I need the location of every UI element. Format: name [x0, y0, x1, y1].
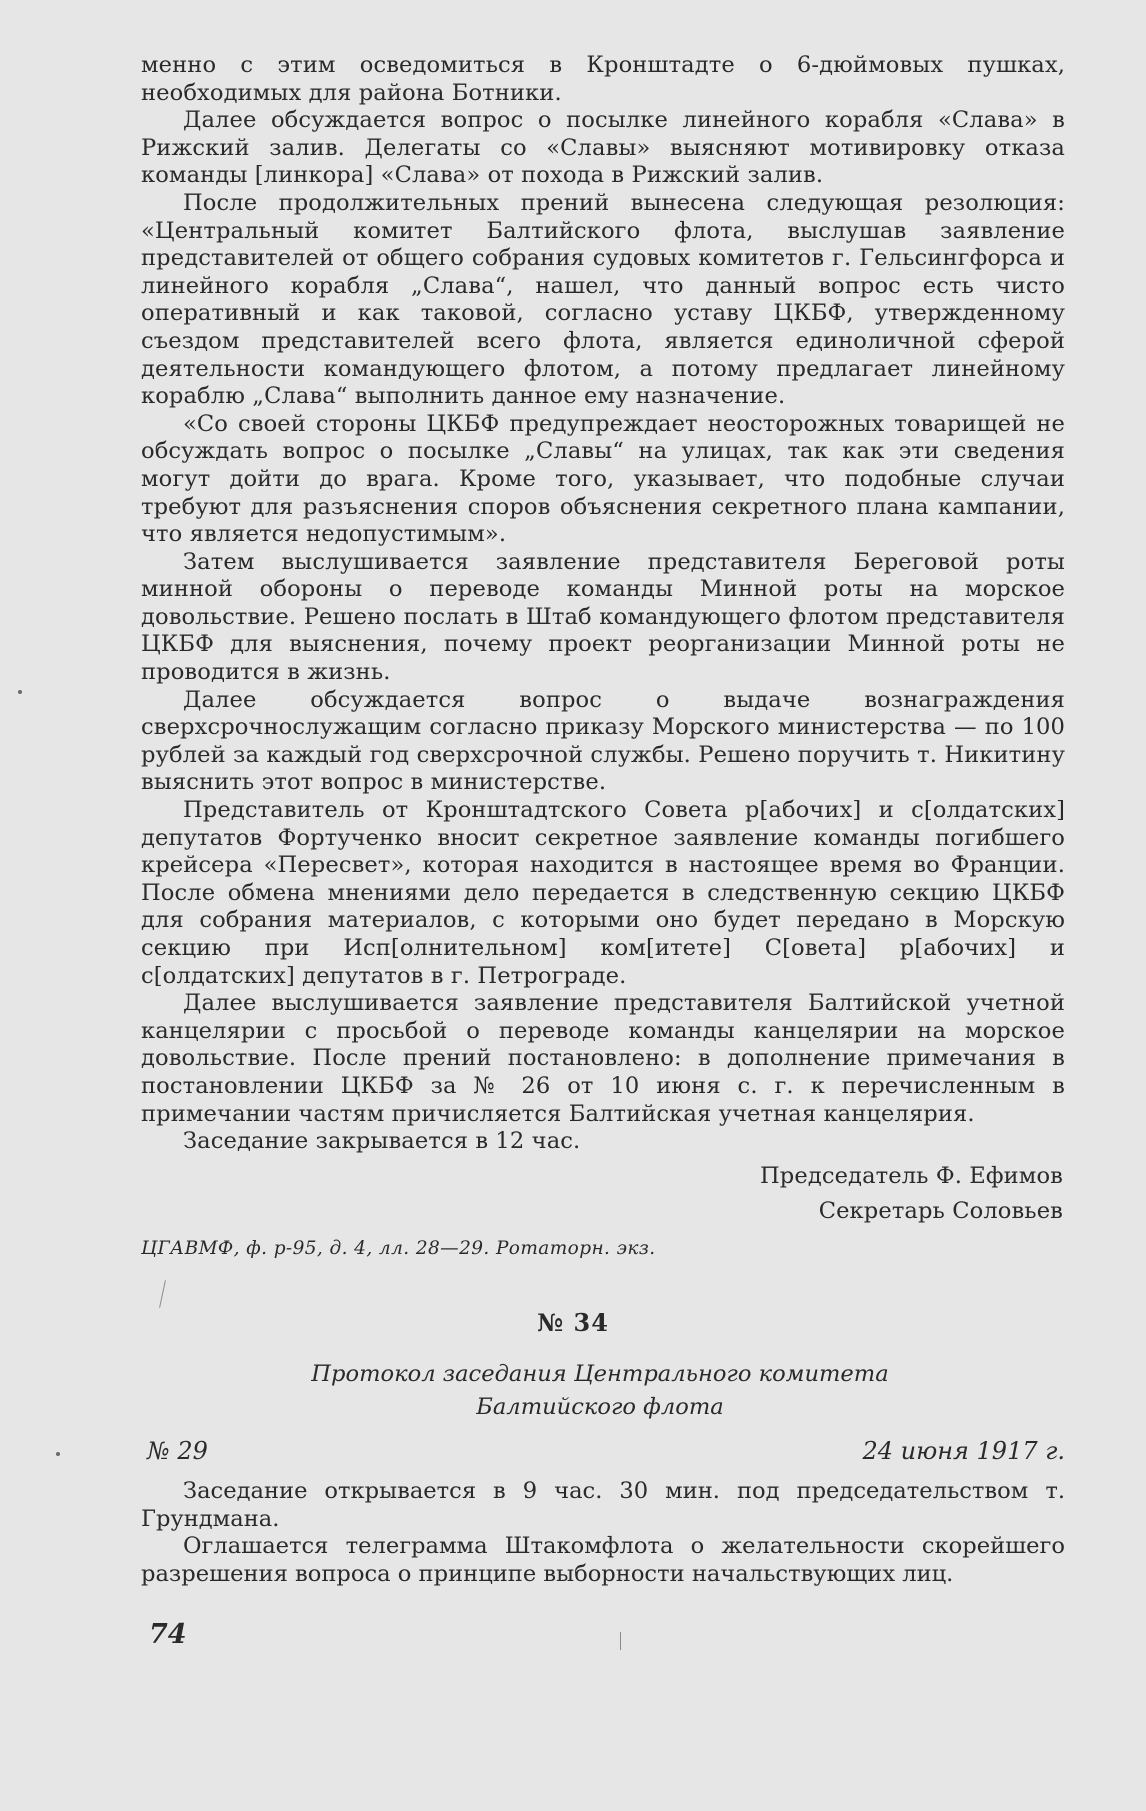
- paragraph: Далее обсуждается вопрос о посылке линейного корабля «Слава» в Рижский залив. Делегаты со «Славы» выясняют мотивировку отказа команды [линкора] «Слава» от похода в Рижский залив.: [141, 107, 1065, 189]
- paragraph: Заседание открывается в 9 час. 30 мин. под председательством т. Грундмана.: [141, 1478, 1065, 1532]
- new-protocol-text: [141, 1478, 1065, 1588]
- document-title-line: Протокол заседания Центрального комитета: [311, 1361, 889, 1387]
- paragraph: менно с этим осведомиться в Кронштадте о 6-дюймовых пушках, необходимых для района Ботники.: [141, 52, 1065, 106]
- paragraph: Заседание закрывается в 12 час.: [183, 1128, 581, 1155]
- paragraph: Далее обсуждается вопрос о выдаче вознаграждения сверхсрочнослужащим согласно приказу Морского министерства — по 100 рублей за каждый год сверхсрочной службы. Решено поручить т. Никитину выяснить этот вопрос в министерстве.: [141, 686, 1065, 796]
- chairman-signature: Председатель Ф. Ефимов: [759, 1162, 1063, 1189]
- document-title-line: Балтийского флота: [476, 1394, 724, 1420]
- archive-source-note: ЦГАВМФ, ф. р-95, д. 4, лл. 28—29. Ротаторн. экз.: [141, 1238, 656, 1259]
- print-speck: [56, 1452, 60, 1456]
- protocol-number: № 29: [147, 1437, 208, 1465]
- print-speck: [18, 690, 22, 694]
- secretary-signature: Секретарь Соловьев: [818, 1198, 1063, 1225]
- protocol-date: 24 июня 1917 г.: [862, 1437, 1065, 1465]
- paragraph: Представитель от Кронштадтского Совета р[абочих] и с[олдатских] депутатов Фортученко вносит секретное заявление команды погибшего крейсера «Пересвет», которая находится в настоящее время во Франции. После обмена мнениями дело передается в следственную секцию ЦКБФ для собрания материалов, с которыми оно будет передано в Морскую секцию при Исп[олнительном] ком[итете] С[овета] р[абочих] и с[олдатских] депутатов в г. Петрограде.: [141, 797, 1065, 989]
- continued-protocol-text: [141, 52, 1065, 1226]
- paragraph: Далее выслушивается заявление представителя Балтийской учетной канцелярии с просьбой о переводе команды канцелярии на морское довольствие. После прений постановлено: в дополнение примечания в постановлении ЦКБФ за № 26 от 10 июня с. г. к перечисленным в примечании частям причисляется Балтийская учетная канцелярия.: [141, 990, 1065, 1127]
- paragraph: «Со своей стороны ЦКБФ предупреждает неосторожных товарищей не обсуждать вопрос о посылке „Славы“ на улицах, так как эти сведения могут дойти до врага. Кроме того, указывает, что подобные случаи требуют для разъяснения споров объяснения секретного плана кампании, что является недопустимым».: [141, 410, 1065, 548]
- paragraph: Затем выслушивается заявление представителя Береговой роты минной обороны о переводе команды Минной роты на морское довольствие. Решено послать в Штаб командующего флотом представителя ЦКБФ для выяснения, почему проект реорганизации Минной роты не проводится в жизнь.: [141, 548, 1065, 686]
- paragraph: После продолжительных прений вынесена следующая резолюция: «Центральный комитет Балтийского флота, выслушав заявление представителей от общего собрания судовых комитетов г. Гельсингфорса и линейного корабля „Слава“, нашел, что данный вопрос есть чисто оперативный и как таковой, согласно уставу ЦКБФ, утвержденному съездом представителей всего флота, является единоличной сферой деятельности командующего флотом, а потому предлагает линейному кораблю „Слава“ выполнить данное ему назначение.: [141, 189, 1065, 410]
- page-number: 74: [149, 1619, 187, 1650]
- document-title: [300, 1358, 900, 1424]
- paragraph: Оглашается телеграмма Штакомфлота о желательности скорейшего разрешения вопроса о принципе выборности начальствующих лиц.: [141, 1533, 1065, 1587]
- print-mark: [159, 1280, 166, 1308]
- document-number: № 34: [537, 1308, 609, 1337]
- print-mark: [620, 1632, 621, 1650]
